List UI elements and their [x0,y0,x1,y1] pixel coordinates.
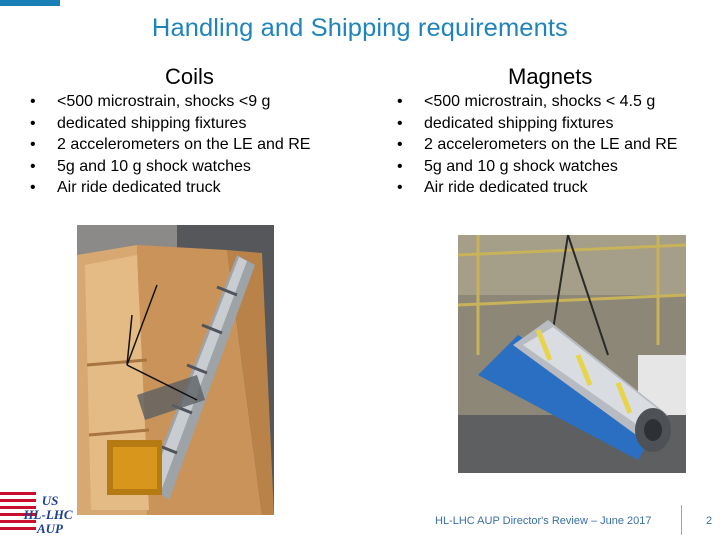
coils-bullet-item: • Air ride dedicated truck [30,177,310,199]
svg-text:HL-LHC: HL-LHC [23,507,73,522]
coils-bullet-item: • <500 microstrain, shocks <9 g [30,91,310,113]
page-number: 2 [706,515,713,527]
svg-text:AUP: AUP [37,521,63,536]
magnet-lift-illustration [458,235,686,473]
coils-bullet-item: • dedicated shipping fixtures [30,113,310,135]
coils-bullet-item: • 2 accelerometers on the LE and RE [30,134,310,156]
magnets-heading: Magnets [508,64,593,89]
coils-heading: Coils [165,64,214,89]
logo-mark [0,488,90,538]
magnets-bullet-item: • Air ride dedicated truck [397,177,677,199]
magnets-bullet-item: • <500 microstrain, shocks < 4.5 g [397,91,677,113]
footer-text: HL-LHC AUP Director's Review – June 2017 [435,515,652,527]
footer-divider [681,505,682,535]
slide-title: Handling and Shipping requirements [151,14,569,42]
magnets-bullet-item: • dedicated shipping fixtures [397,113,677,135]
magnets-bullet-item: • 2 accelerometers on the LE and RE [397,134,677,156]
coil-shipping-crate-photo [77,225,274,515]
magnet-lifting-photo [458,235,686,473]
svg-text:US: US [41,493,59,508]
coil-crate-illustration [77,225,274,515]
top-accent-bar [0,0,60,6]
coils-bullet-item: • 5g and 10 g shock watches [30,156,310,178]
coils-bullet-list [30,91,310,199]
magnets-bullet-item: • 5g and 10 g shock watches [397,156,677,178]
us-hl-lhc-aup-logo [0,488,90,538]
magnets-bullet-list [397,91,677,199]
